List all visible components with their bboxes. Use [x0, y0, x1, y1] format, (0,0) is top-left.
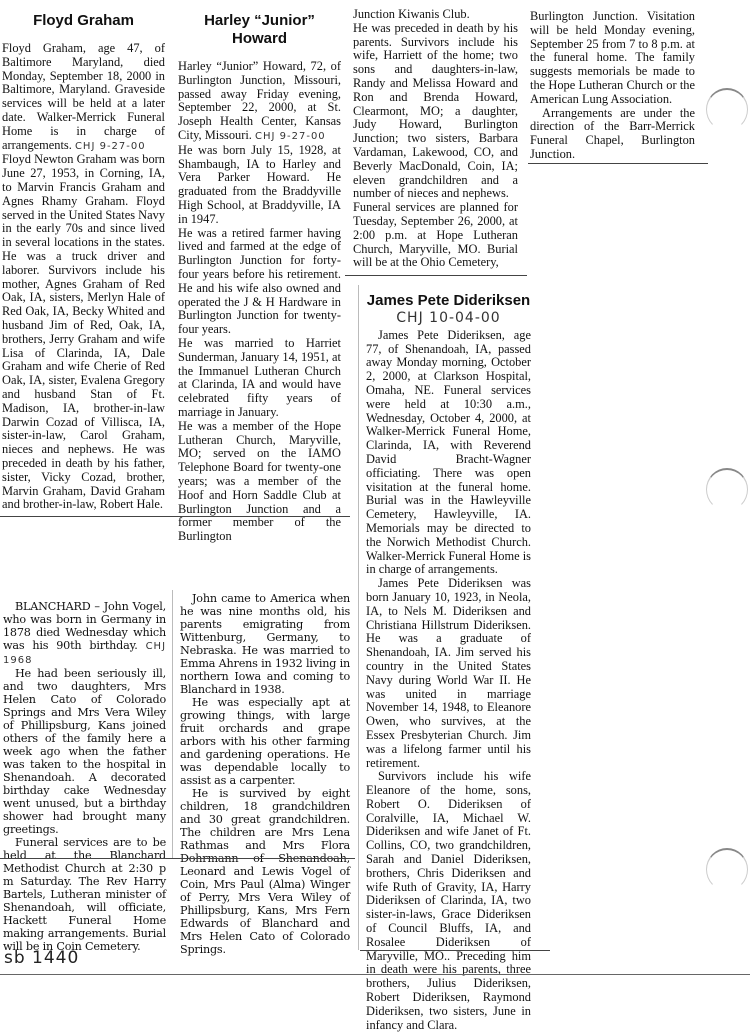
obituary-paragraph: He was born July 15, 1928, at Shambaugh, IA to Harley and Vera Parker Howard. He graduated from the Braddyville High School, at Braddyville, IA in 1947. — [178, 142, 341, 226]
clipping-divider — [345, 275, 527, 276]
punch-hole — [706, 88, 748, 131]
handwritten-date-note: CHJ 9-27-00 — [74, 140, 146, 152]
obituary-paragraph: He is survived by eight children, 18 grandchildren and 30 great grandchildren. The children are Mrs Lena Rathmas and Mrs Flora Dohrmann of Shenandoah, Leonard and Lewis Vogel of Coin, Mrs Paul (Alma) Winger of Perry, Mrs Vera Wiley of Phillipsburg, Kans, Mrs Fern Edwards of Blanchard and Mrs Helen Cato of Colorado Springs. — [180, 787, 350, 956]
obituary-paragraph: He was especially apt at growing things, with large fruit orchards and grape arbors with his other farming and gardening operations. He was dependable locally to assist as a carpenter. — [180, 696, 350, 787]
obituary-paragraph: BLANCHARD – John Vogel, who was born in Germany in 1878 died Wednesday which was his 90th birthday. CHJ 1968 — [3, 600, 167, 666]
obituary-paragraph: He was a member of the Hope Lutheran Church, Maryville, MO; served on the IAMO Telephone Board for twenty-one years; was a member of the Hoof and Horn Saddle Club at Burlington Junction and a former member of the Burlington — [178, 418, 341, 544]
obituary-paragraph: John came to America when he was nine months old, his parents emigrating from Wittenburg, Germany, to Nebraska. He was married to Emma Ahrens in 1932 living in northern Iowa and coming to Blanchard in 1938. — [180, 592, 350, 696]
clipping-edge — [358, 285, 359, 950]
obituary-paragraph: Funeral services are planned for Tuesday, September 26, 2000, at 2:00 p.m. at Hope Lutheran Church, Maryville, MO. Burial will be at the Ohio Cemetery, — [353, 200, 518, 270]
obituary-paragraph: He was married to Harriet Sunderman, January 14, 1951, at the Immanuel Lutheran Church at Clarinda, IA and would have celebrated fifty years of marriage in January. — [178, 335, 341, 419]
obituary-john-vogel-continued — [180, 592, 350, 956]
obituary-paragraph: Funeral services are to be held at the Blanchard Methodist Church at 2:30 p m Saturday. The Rev Harry Bartels, Lutheran minister of Shenandoah, will officiate, Hackett Funeral Home making arrangements. Burial will be in Coin Cemetery. — [3, 836, 166, 953]
obituary-paragraph: He had been seriously ill, and two daughters, Mrs Helen Cato of Colorado Springs and Mrs Vera Wiley of Phillipsburg, Kans joined others of the family here a week ago when the father was taken to the hospital in Shenandoah. A decorated birthday cake Wednesday went unused, but a birthday shower had brought many greetings. — [3, 667, 166, 836]
handwritten-date-note: CHJ 10-04-00 — [396, 310, 501, 326]
obituary-floyd-graham — [2, 12, 165, 512]
punch-hole — [706, 848, 748, 891]
obituary-paragraph: Burlington Junction. Visitation will be held Monday evening, September 25 from 7 to 8 p.m. at the funeral home. The family suggests memorials be made to the Hope Lutheran Church or the American Lung Association. — [530, 9, 695, 106]
handwritten-date-note: CHJ 1968 — [3, 641, 167, 666]
obituary-paragraph: Survivors include his wife Eleanore of the home, sons, Robert O. Dideriksen of Coralville, IA, Michael W. Dideriksen and wife Janet of Ft. Collins, CO, two grandchildren, Sarah and Daniel Dideriksen, brothers, Chris Dideriksen and wife Ruth of Gravity, IA, Harry Dideriksen of Clarinda, IA, two sister-in-laws, Grace Dideriksen of Council Bluffs, IA, and Rosalee Dideriksen of Maryville, MO.. Preceding him in death were his parents, three brothers, Julius Dideriksen, Robert Dideriksen, Raymond Dideriksen, two sisters, June in infancy and Clara. — [366, 769, 531, 1032]
clipping-divider — [360, 950, 550, 951]
obituary-john-vogel — [3, 600, 166, 953]
clipping-edge — [172, 590, 173, 858]
handwritten-date-note: CHJ 9-27-00 — [255, 130, 326, 142]
clipping-divider — [528, 163, 708, 164]
obituary-harley-howard-continued — [353, 8, 518, 270]
page-bottom-divider — [0, 974, 750, 975]
obituary-paragraph: Floyd Graham, age 47, of Baltimore Maryland, died Monday, September 18, 2000 in Baltimore, Maryland. Graveside services will be held at a later date. Walker-Merrick Funeral Home is in charge of arrangements. CHJ 9-27-00 — [2, 41, 165, 152]
obituary-paragraph: Arrangements are under the direction of the Barr-Merrick Funeral Chapel, Burlington Junction. — [530, 105, 695, 161]
obituary-paragraph: James Pete Dideriksen, age 77, of Shenandoah, IA, passed away Monday morning, October 2, 2000, at Clarkson Hospital, Omaha, NE. Funeral services were held at 10:30 a.m., Wednesday, October 4, 2000, at Walker-Merrick Funeral Home, Clarinda, IA, with Reverend David Bracht-Wagner officiating. There was open visitation at the funeral home. Burial was in the Hawleyville Cemetery, Hawleyville, IA. Memorials may be directed to the Norwich Methodist Church. Walker-Merrick Funeral Home is in charge of arrangements. — [366, 327, 531, 577]
obituary-title: Harley “Junior” Howard — [204, 12, 315, 47]
punch-hole — [706, 468, 748, 511]
obituary-paragraph: Junction Kiwanis Club. — [353, 7, 470, 21]
obituary-title: Floyd Graham — [33, 12, 134, 29]
obituary-harley-howard-continued-2 — [530, 10, 695, 162]
obituary-title: James Pete Dideriksen — [366, 292, 531, 309]
page-reference-number: sb 1440 — [4, 948, 80, 968]
clipping-divider — [0, 516, 350, 517]
obituary-paragraph: He was preceded in death by his parents. Survivors include his wife, Harriett of the home; two sons and daughters-in-law, Randy and Melissa Howard and Ron and Brenda Howard, Clearmont, MO; a daughter, Judy Howard, Burlington Junction; two sisters, Barbara Vardaman, Lakewood, CO, and Beverly MacDonald, Coin, IA; eleven grandchildren and a number of nieces and nephews. — [353, 20, 518, 201]
obituary-paragraph: He was a retired farmer having lived and farmed at the edge of Burlington Junction for forty-four years before his retirement. He and his wife also owned and operated the J & H Hardware in Burlington Junction for twenty-four years. — [178, 225, 341, 337]
obituary-james-dideriksen — [366, 292, 531, 1032]
clipping-divider — [0, 858, 355, 859]
obituary-paragraph: James Pete Dideriksen was born January 10, 1923, in Neola, IA, to Nels M. Dideriksen and Christiana Hillstrum Dideriksen. He was a graduate of Shenandoah, IA. Jim served his country in the United States Navy during World War II. He was united in marriage November 14, 1948, to Eleanore Owen, who survives, at the Essex Presbyterian Church. Jim was a lifelong farmer until his retirement. — [366, 576, 531, 770]
obituary-paragraph: Floyd Newton Graham was born June 27, 1953, in Corning, IA, to Marvin Francis Graham and Agnes Rhamy Graham. Floyd served in the United States Navy in the early 70s and since lived in several locations in the states. He was a truck driver and laborer. Survivors include his mother, Agnes Graham of Red Oak, IA, sisters, Merlyn Hale of Red Oak, IA, Becky Whited and husband Jim of Red, Oak, IA, brothers, Jerry Graham and wife Lisa of Clarinda, IA, Dale Graham and wife Cherie of Red Oak, IA, sister, Evalena Gregory and husband Stan of Ft. Madison, IA, brother-in-law Darwin Cozad of Villisca, IA, sister-in-law, Carol Graham, nieces and nephews. He was preceded in death by his father, sister, Vicky Cozad, brother, Marvin Graham, David Graham and brother-in-law, Robert Hale. — [2, 152, 165, 512]
obituary-harley-howard — [178, 12, 341, 544]
obituary-paragraph: Harley “Junior” Howard, 72, of Burlington Junction, Missouri, passed away Friday evening, September 22, 2000, at St. Joseph Health Center, Kansas City, Missouri. CHJ 9-27-00 — [178, 59, 341, 142]
